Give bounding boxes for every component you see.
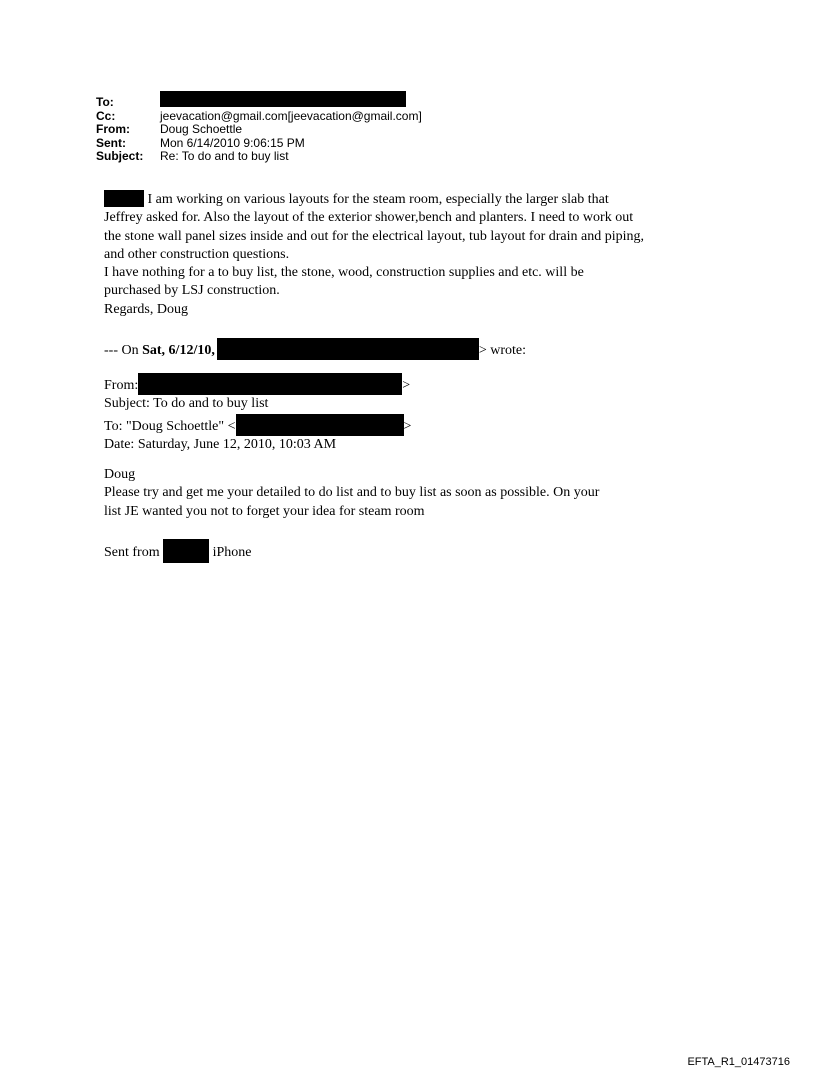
redaction-block xyxy=(104,190,144,207)
quoted-subject-line: Subject: To do and to buy list xyxy=(104,396,269,412)
sent-value: Mon 6/14/2010 9:06:15 PM xyxy=(160,135,305,150)
subject-label: Subject: xyxy=(96,149,144,163)
body-line: I have nothing for a to buy list, the stone, wood, construction supplies and etc. will be xyxy=(104,265,584,281)
body-line: purchased by LSJ construction. xyxy=(104,283,280,299)
quote-wrote: > wrote: xyxy=(478,343,527,358)
quoted-date-line: Date: Saturday, June 12, 2010, 10:03 AM xyxy=(104,436,337,452)
reply-body xyxy=(104,190,644,319)
document-id: EFTA_R1_01473716 xyxy=(687,1056,790,1068)
header-from-row xyxy=(96,123,422,137)
redaction-block xyxy=(163,539,209,563)
cc-value: jeevacation@gmail.com[jeevacation@gmail.com] xyxy=(160,108,422,123)
quoted-to-line: To: "Doug Schoettle" < > xyxy=(104,414,411,436)
redaction-block xyxy=(217,338,479,360)
email-header xyxy=(96,96,422,164)
quoted-from-line: From: > xyxy=(104,373,411,395)
body-line: I am working on various layouts for the steam room, especially the larger slab that xyxy=(104,190,644,209)
quoted-message xyxy=(104,466,599,521)
body-line: Regards, Doug xyxy=(104,301,188,317)
header-to-row xyxy=(96,96,422,110)
from-label: From: xyxy=(96,122,130,136)
to-label: To: xyxy=(96,95,114,109)
sent-label: Sent: xyxy=(96,135,126,150)
quoted-line: list JE wanted you not to forget your idea for steam room xyxy=(104,503,425,519)
redaction-block xyxy=(236,414,404,436)
header-cc-row xyxy=(96,110,422,124)
quoted-line: Please try and get me your detailed to do list and to buy list as soon as possible. On your xyxy=(104,485,600,501)
header-sent-row xyxy=(96,137,422,151)
redaction-block xyxy=(138,373,402,395)
header-subject-row xyxy=(96,150,422,164)
body-line: Jeffrey asked for. Also the layout of the exterior shower,bench and planters. I need to work out xyxy=(104,210,634,226)
quoted-signature: Sent from iPhone xyxy=(104,539,252,563)
redaction-block xyxy=(160,91,406,107)
body-line: the stone wall panel sizes inside and out for the electrical layout, tub layout for drain and piping, xyxy=(104,228,645,244)
quote-on-prefix: --- On xyxy=(104,343,143,358)
subject-value: Re: To do and to buy list xyxy=(160,149,289,163)
cc-label: Cc: xyxy=(96,108,116,123)
quoted-greeting: Doug xyxy=(104,467,136,482)
quote-date: Sat, 6/12/10, xyxy=(142,343,215,358)
body-line: and other construction questions. xyxy=(104,246,290,262)
quoted-header xyxy=(104,373,411,454)
from-value: Doug Schoettle xyxy=(160,122,243,136)
quote-intro xyxy=(104,338,526,360)
